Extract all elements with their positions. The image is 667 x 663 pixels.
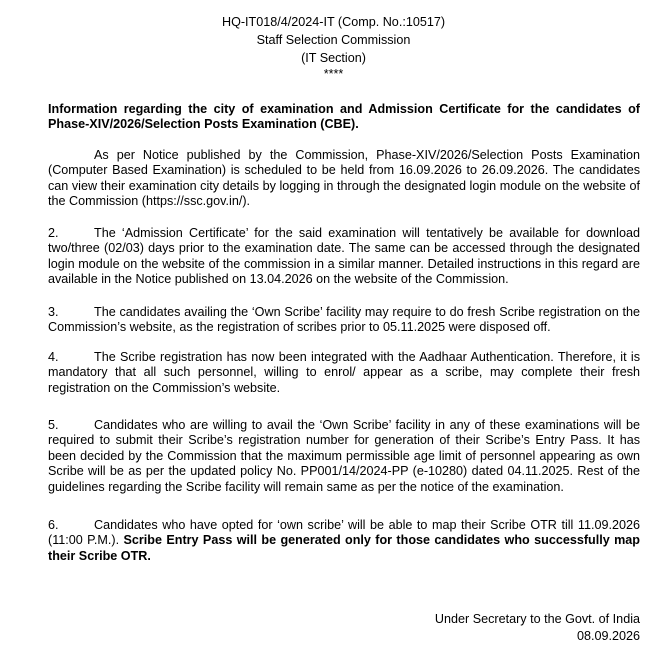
signatory-designation: Under Secretary to the Govt. of India <box>434 612 640 626</box>
notice-header <box>0 13 667 81</box>
paragraph-text: The candidates availing the ‘Own Scribe’ facility may require to do fresh Scribe registration on the Commission’s website, as the registration of scribes prior to 05.11.2025 were disposed off. <box>48 305 640 335</box>
paragraph-3 <box>48 305 640 336</box>
paragraph-number: 4. <box>48 350 59 364</box>
paragraph-text: As per Notice published by the Commission, Phase-XIV/2026/Selection Posts Examination (Computer Based Examination) is scheduled to be held from 16.09.2026 to 26.09.2026. The candidates can view their examination city details by logging in through the designated login module on the website of the Commission (https://ssc.gov.in/). <box>48 148 640 209</box>
organization-name: Staff Selection Commission <box>256 33 411 47</box>
header-separator: **** <box>323 67 344 81</box>
paragraph-bold-text: Scribe Entry Pass will be generated only for those candidates who successfully map their Scribe OTR. <box>48 533 640 563</box>
paragraph-6 <box>48 518 640 564</box>
paragraph-text: The ‘Admission Certificate’ for the said examination will tentatively be available for download two/three (02/03) days prior to the examination date. The same can be accessed through the designated login module on the website of the commission in a similar manner. Detailed instructions in this regard are available in the Notice published on 13.04.2026 on the website of the Commission. <box>48 226 640 287</box>
paragraph-number: 5. <box>48 418 59 432</box>
paragraph-text: The Scribe registration has now been integrated with the Aadhaar Authentication. Therefore, it is mandatory that all such personnel, willing to enrol/ appear as a scribe, may complete their fresh registration on the Commission’s website. <box>48 350 640 395</box>
signature-date: 08.09.2026 <box>576 629 640 643</box>
paragraph-number: 3. <box>48 305 59 319</box>
paragraph-number: 6. <box>48 518 59 532</box>
paragraph-2 <box>48 226 640 288</box>
paragraph-text: Candidates who are willing to avail the ‘Own Scribe’ facility in any of these examinations will be required to submit their Scribe’s registration number for generation of their Scribe’s Entry Pass. It has been decided by the Commission that the maximum permissible age limit of personnel appearing as own Scribe will be as per the updated policy No. PP001/14/2024-PP (e-10280) dated 04.11.2025. Rest of the guidelines regarding the Scribe facility will remain same as per the notice of the examination. <box>48 418 640 494</box>
paragraph-1 <box>48 148 640 210</box>
paragraph-4 <box>48 350 640 396</box>
section-name: (IT Section) <box>301 51 366 65</box>
notice-title: Information regarding the city of examination and Admission Certificate for the candidates of Phase-XIV/2026/Selection Posts Examination (CBE). <box>48 102 640 132</box>
paragraph-number: 2. <box>48 226 59 240</box>
paragraph-5 <box>48 418 640 495</box>
paragraph-text: Candidates who have opted for ‘own scribe’ will be able to map their Scribe OTR till 11.09.2026 (11:00 P.M.). <box>48 518 640 548</box>
reference-number: HQ-IT018/4/2024-IT (Comp. No.:10517) <box>221 15 446 29</box>
